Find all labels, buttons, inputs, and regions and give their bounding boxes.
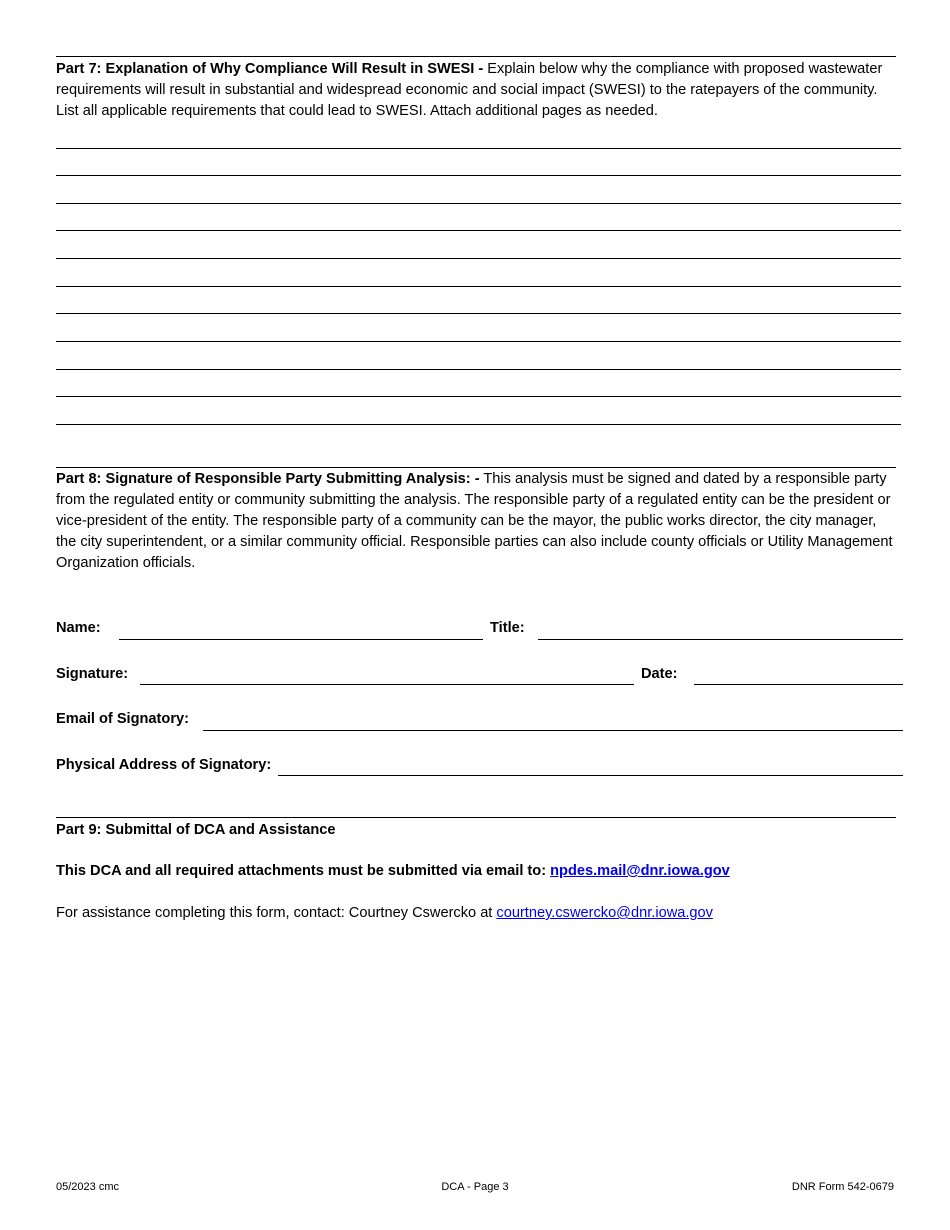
name-line [119,639,483,640]
signature-input[interactable] [140,665,634,683]
answer-line-5[interactable] [56,231,901,259]
assistance-text: For assistance completing this form, contact: Courtney Cswercko at [56,905,497,921]
part8-paragraph [56,469,898,574]
footer-page-number: DCA - Page 3 [441,1181,509,1193]
part7-top-rule [56,56,896,57]
answer-line-10[interactable] [56,369,901,397]
footer-form-number: DNR Form 542-0679 [791,1181,894,1193]
part7-paragraph [56,59,898,122]
signature-label: Signature: [56,666,129,682]
email-line [203,730,903,731]
submit-instructions [56,862,730,880]
answer-line-7[interactable] [56,286,901,314]
part8-instructions: This analysis must be signed and dated by a responsible party from the regulated entity or community submitting the analysis. The responsible party of a regulated entity can be the president or vice-president of the entity. The responsible party of a community can be the mayor, the public works director, the city manager, the city superintendent, or a similar community official. Responsible parties can also include county officials or Utility Management Organization officials. [56,471,893,571]
part9-heading: Part 9: Submittal of DCA and Assistance [56,822,336,838]
part7-heading: Part 7: Explanation of Why Compliance Will Result in SWESI - [56,61,484,77]
title-line [538,639,903,640]
title-input[interactable] [538,620,902,638]
title-label: Title: [490,620,525,636]
answer-line-6[interactable] [56,259,901,287]
date-input[interactable] [694,665,903,683]
answer-line-11[interactable] [56,397,901,425]
name-label: Name: [56,620,101,636]
answer-line-4[interactable] [56,203,901,231]
answer-line-1[interactable] [56,121,901,149]
date-label: Date: [641,666,678,682]
answer-line-3[interactable] [56,176,901,204]
submit-email-link[interactable]: npdes.mail@dnr.iowa.gov [550,863,730,879]
address-line [278,775,903,776]
part8-heading: Part 8: Signature of Responsible Party Submitting Analysis: - [56,471,480,487]
part9-top-rule [56,817,896,818]
email-input[interactable] [203,711,903,729]
submit-text: This DCA and all required attachments must be submitted via email to: [56,863,551,879]
name-input[interactable] [119,620,483,638]
answer-line-2[interactable] [56,148,901,176]
footer-date-code: 05/2023 cmc [56,1181,119,1193]
assistance-instructions [56,904,713,922]
part7-instructions: Explain below why the compliance with proposed wastewater requirements will result in substantial and widespread economic and social impact (SWESI) to the ratepayers of the community. List all applicable requirements that could lead to SWESI. Attach additional pages as needed. [56,61,883,119]
address-input[interactable] [278,756,903,774]
part8-top-rule [56,467,896,468]
answer-line-9[interactable] [56,342,901,370]
signature-line [140,684,634,685]
date-line [694,684,903,685]
answer-line-8[interactable] [56,314,901,342]
address-label: Physical Address of Signatory: [56,757,272,773]
assistance-email-link[interactable]: courtney.cswercko@dnr.iowa.gov [496,905,713,921]
email-label: Email of Signatory: [56,711,189,727]
